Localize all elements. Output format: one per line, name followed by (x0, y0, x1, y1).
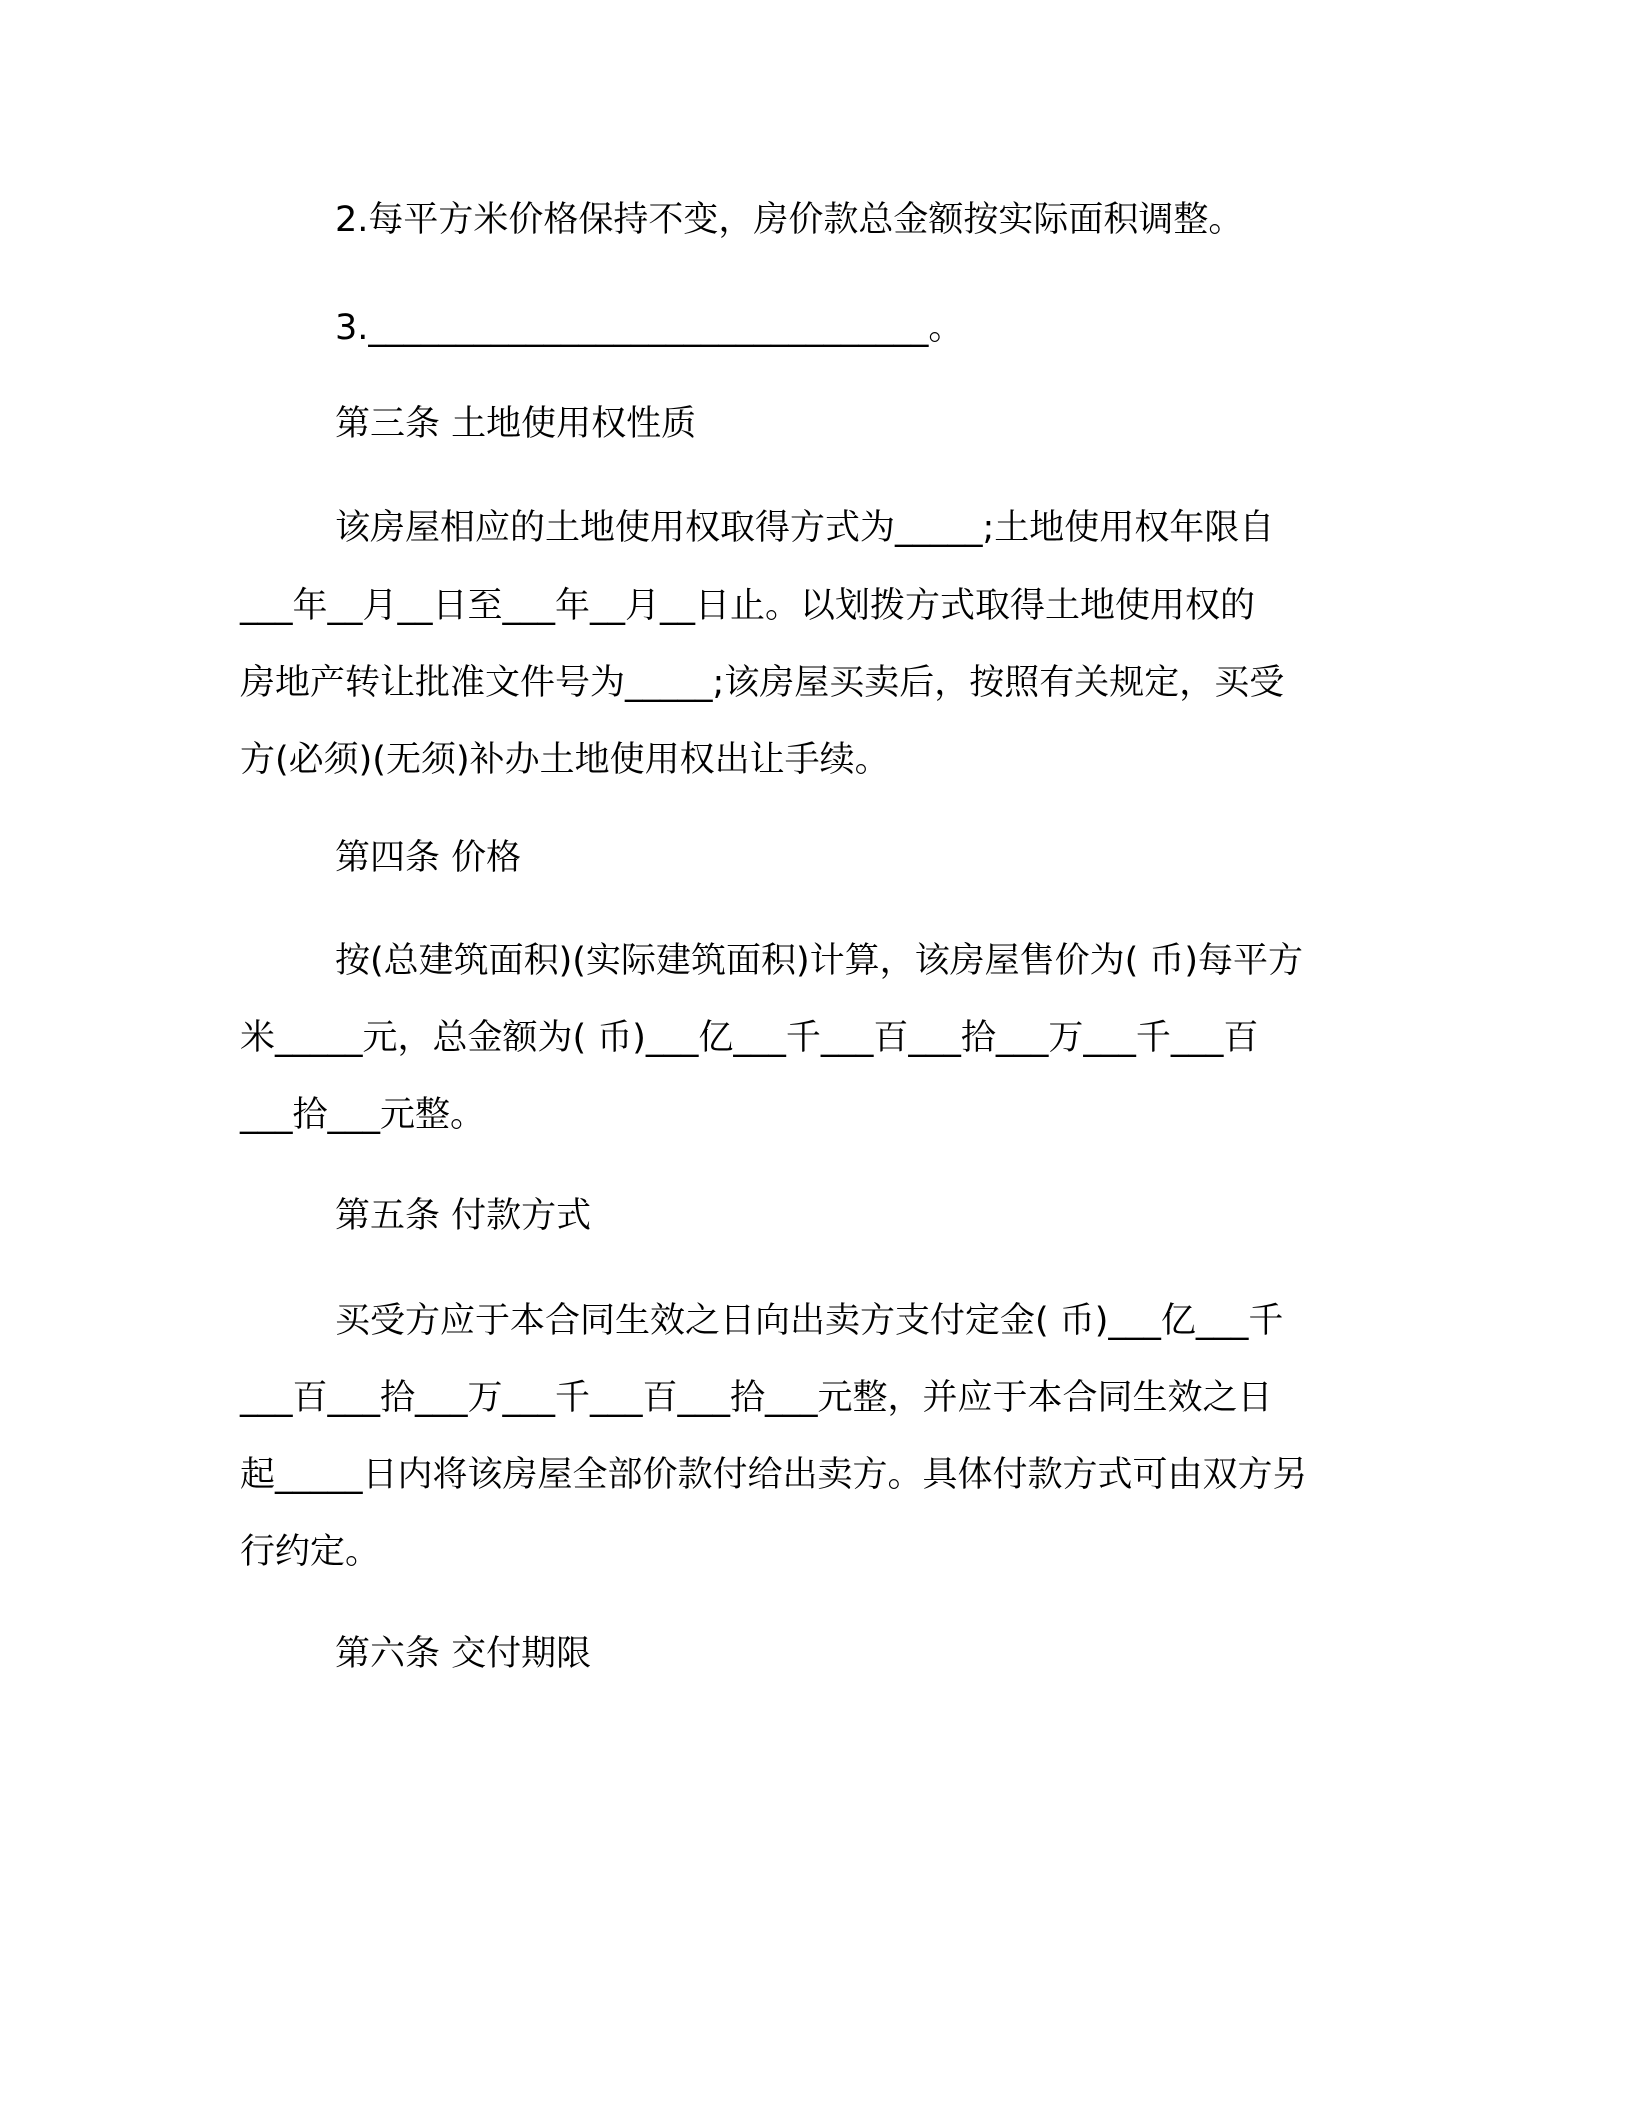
article-3-paragraph-line-1: 该房屋相应的土地使用权取得方式为_____;土地使用权年限自 (335, 508, 1275, 548)
article-3-paragraph-line-4: 方(必须)(无须)补办土地使用权出让手续。 (240, 740, 890, 780)
article-3-paragraph-line-2: ___年__月__日至___年__月__日止。以划拨方式取得土地使用权的 (240, 586, 1256, 626)
article-3-paragraph-line-3: 房地产转让批准文件号为_____;该房屋买卖后，按照有关规定，买受 (240, 663, 1285, 703)
article-5-paragraph-line-2: ___百___拾___万___千___百___拾___元整，并应于本合同生效之日 (240, 1378, 1273, 1418)
article-3-heading: 第三条 土地使用权性质 (335, 404, 697, 444)
clause-2-text: 2.每平方米价格保持不变，房价款总金额按实际面积调整。 (335, 200, 1244, 240)
article-4-paragraph-line-1: 按(总建筑面积)(实际建筑面积)计算，该房屋售价为( 币)每平方 (335, 941, 1304, 981)
article-5-paragraph-line-3: 起_____日内将该房屋全部价款付给出卖方。具体付款方式可由双方另 (240, 1455, 1308, 1495)
article-4-paragraph-line-2: 米_____元，总金额为( 币)___亿___千___百___拾___万___千___百 (240, 1018, 1259, 1058)
article-5-paragraph-line-1: 买受方应于本合同生效之日向出卖方支付定金( 币)___亿___千 (335, 1301, 1284, 1341)
article-4-heading: 第四条 价格 (335, 838, 522, 878)
article-5-heading: 第五条 付款方式 (335, 1196, 592, 1236)
article-5-paragraph-line-4: 行约定。 (240, 1532, 381, 1572)
article-4-paragraph-line-3: ___拾___元整。 (240, 1095, 486, 1135)
clause-3-text: 3.________________________________。 (335, 308, 964, 348)
article-6-heading: 第六条 交付期限 (335, 1634, 592, 1674)
